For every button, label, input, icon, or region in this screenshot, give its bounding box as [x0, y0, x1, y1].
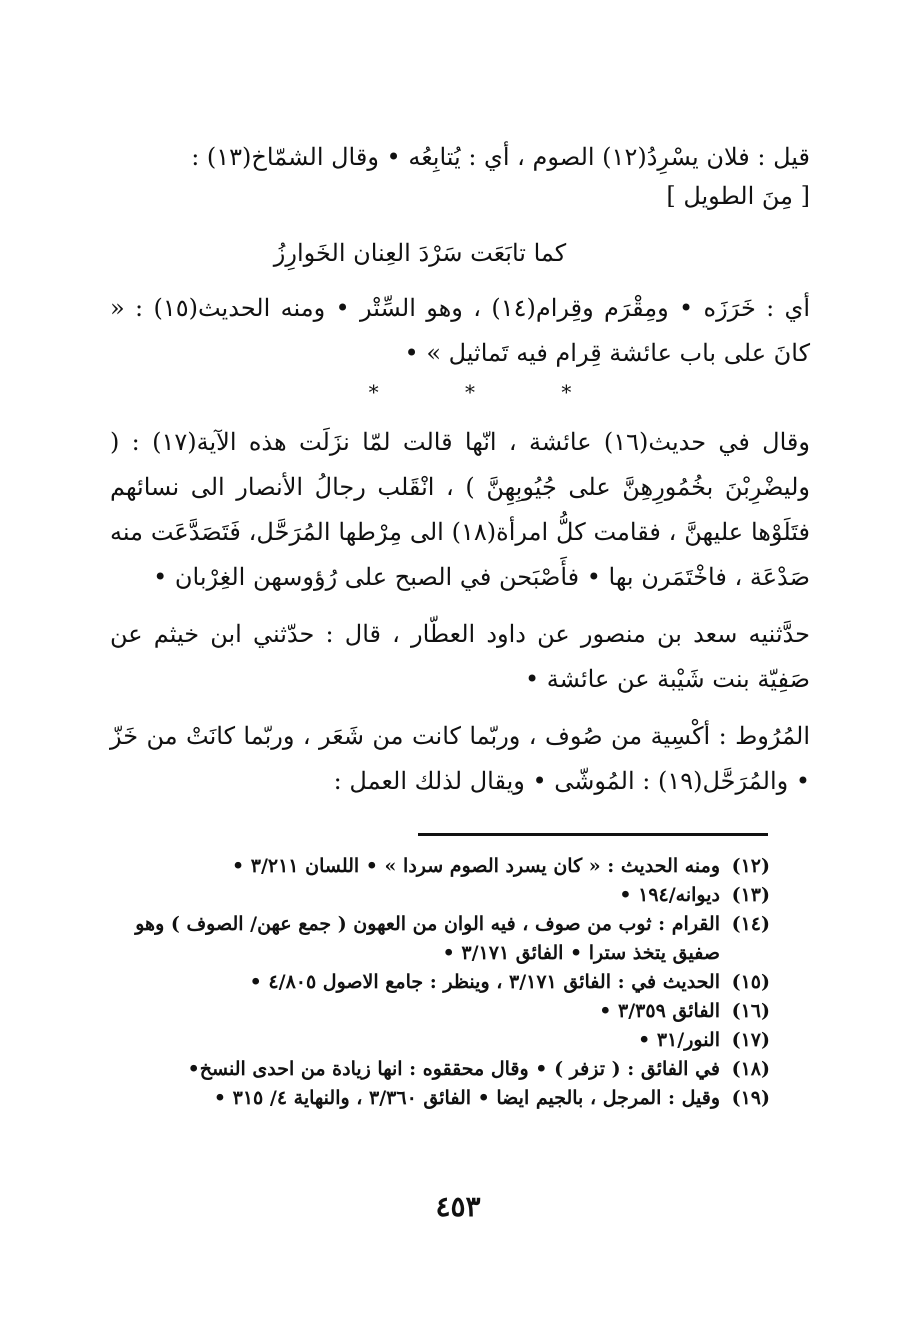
footnote-text: القرام : ثوب من صوف ، فيه الوان من العهون ( جمع عهن/ الصوف ) وهو صفيق يتخذ سترا • الفائق ٣/١٧١ •	[135, 913, 720, 964]
footnote-divider	[418, 833, 768, 836]
paragraph-2: أي : خَرَزَه • ومِقْرَم وقِرام(١٤) ، وهو السِّتْر • ومنه الحديث(١٥) : « كانَ على باب عائشة قِرام فيه تَماثيل » •	[110, 294, 811, 367]
footnote	[120, 968, 770, 997]
paragraph-4: حدَّثنيه سعد بن منصور عن داود العطّار ، قال : حدّثني ابن خيثم عن صَفِيّة بنت شَيْبة عن عائشة •	[110, 620, 810, 693]
footnote-text: الفائق ٣/٣٥٩ •	[599, 1000, 720, 1022]
footnote-number: (١٨)	[731, 1058, 770, 1080]
paragraph-1	[110, 135, 810, 219]
footnotes	[120, 852, 770, 1113]
poetry-verse: كما تابَعَت سَرْدَ العِنان الخَوارِزُ	[273, 239, 567, 267]
paragraph-3: وقال في حديث(١٦) عائشة ، انّها قالت لمّا نزَلَت هذه الآية(١٧) : ( وليضْرِبْنَ بخُمُورِهِنَّ على جُيُوبِهِنَّ ) ، انْقَلب رجالُ الأنصار الى نسائهم فتَلَوْها عليهنَّ ، فقامت كلُّ امرأة(١٨) الى مِرْطها المُرَحَّل، فَتَصَدَّعَت منه صَدْعَة ، فاخْتَمَرن بها • فأَصْبَحن في الصبح على رُؤوسهن الغِرْبان •	[110, 428, 810, 591]
paragraph-5: المُرُوط : أكْسِية من صُوف ، وربّما كانت من شَعَر ، وربّما كانَتْ من خَزّ • والمُرَحَّل(١٩) : المُوشّى • ويقال لذلك العمل :	[110, 722, 810, 795]
section-separator: * * *	[368, 380, 612, 404]
footnote	[120, 1084, 770, 1113]
footnote	[120, 910, 770, 968]
footnote	[120, 997, 770, 1026]
footnote-number: (١٩)	[731, 1087, 770, 1109]
footnote-text: ديوانه/١٩٤ •	[619, 884, 720, 906]
footnote-text: في الفائق : ( تزفر ) • وقال محققوه : انها زيادة من احدى النسخ•	[187, 1058, 720, 1080]
footnote-number: (١٣)	[731, 884, 770, 906]
footnote-text: النور/٣١ •	[638, 1029, 720, 1051]
main-text	[110, 135, 810, 816]
footnote-number: (١٧)	[731, 1029, 770, 1051]
footnote-text: ومنه الحديث : « كان يسرد الصوم سردا » • اللسان ٣/٢١١ •	[231, 855, 720, 877]
footnote	[120, 852, 770, 881]
footnote-text: الحديث في : الفائق ٣/١٧١ ، وينظر : جامع الاصول ٤/٨٠٥ •	[249, 971, 720, 993]
footnote-number: (١٢)	[731, 855, 770, 877]
footnote	[120, 1026, 770, 1055]
page-number: ٤٥٣	[435, 1190, 481, 1223]
footnote-text: وقيل : المرجل ، بالجيم ايضا • الفائق ٣/٣٦٠ ، والنهاية ٤/ ٣١٥ •	[213, 1087, 720, 1109]
footnote	[120, 881, 770, 910]
paragraph-1-line: قيل : فلان يسْرِدُ(١٢) الصوم ، أي : يُتابِعُه • وقال الشمّاخ(١٣) :	[191, 143, 810, 171]
footnote	[120, 1055, 770, 1084]
footnote-number: (١٥)	[731, 971, 770, 993]
footnote-number: (١٤)	[731, 913, 770, 935]
footnote-number: (١٦)	[731, 1000, 770, 1022]
meter-label: [ مِنَ الطويل ]	[666, 182, 810, 210]
